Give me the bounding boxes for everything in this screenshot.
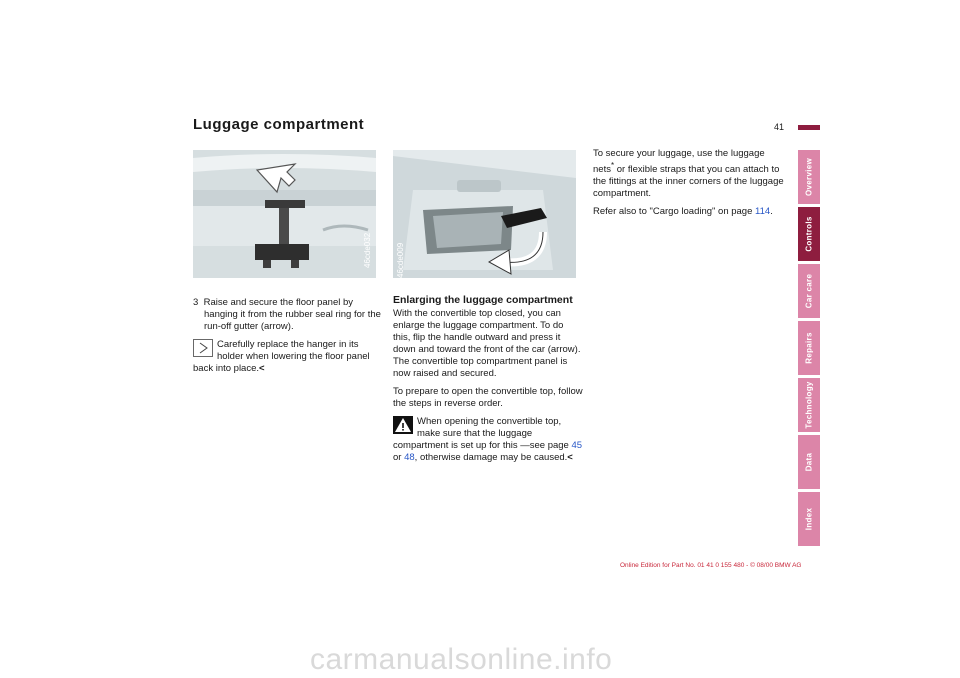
tab-car-care[interactable] <box>798 264 820 318</box>
section-tabs <box>798 150 820 549</box>
paragraph <box>593 148 785 200</box>
page-number-bar <box>798 125 820 130</box>
tab-label: Technology <box>804 381 814 429</box>
page-45-link[interactable]: 45 <box>571 440 583 451</box>
note-icon <box>193 339 213 357</box>
cargo-reference-end: . <box>770 206 773 218</box>
step-3 <box>193 297 381 333</box>
step-number: 3 <box>193 297 199 308</box>
convertible-top-panel-photo <box>393 150 576 278</box>
warning-text: When opening the convertible top, make sure that the luggage compartment is set up for this —see page <box>393 416 569 451</box>
floor-panel-photo <box>193 150 376 278</box>
warning-icon <box>393 416 413 434</box>
tab-data[interactable] <box>798 435 820 489</box>
column-3-text <box>593 148 785 224</box>
image-code: 46cde032 <box>363 232 372 268</box>
paragraph: To prepare to open the convertible top, follow the steps in reverse order. <box>393 386 583 409</box>
tab-controls[interactable] <box>798 207 820 261</box>
page-48-link[interactable]: 48 <box>404 452 415 463</box>
section-heading: Enlarging the luggage compartment <box>393 294 573 306</box>
page-number: 41 <box>774 122 785 132</box>
tab-label: Car care <box>804 273 814 309</box>
end-mark: < <box>259 363 265 374</box>
tab-repairs[interactable] <box>798 321 820 375</box>
tab-label: Data <box>804 452 814 472</box>
paragraph <box>593 206 785 218</box>
tab-label: Index <box>804 507 814 531</box>
warning-text-end: , otherwise damage may be caused. <box>414 452 568 463</box>
floor-panel-illustration <box>193 150 376 278</box>
footer-edition-text: Online Edition for Part No. 01 41 0 155 480 - © 08/00 BMW AG <box>620 562 802 569</box>
convertible-top-panel-illustration <box>393 150 576 278</box>
step-text: Raise and secure the floor panel by hanging it from the rubber seal ring for the run-off gutter (arrow). <box>203 297 381 332</box>
tab-index[interactable] <box>798 492 820 546</box>
cargo-reference-text: Refer also to "Cargo loading" on page <box>593 206 753 218</box>
page-title: Luggage compartment <box>193 116 365 133</box>
image-code: 46cde009 <box>396 242 405 278</box>
watermark: carmanualsonline.info <box>310 643 613 676</box>
paragraph: With the convertible top closed, you can enlarge the luggage compartment. To do this, flip the handle outward and press it down and toward the front of the car (arrow). The convertible top compartment panel is now raised and secured. <box>393 308 581 379</box>
tab-technology[interactable] <box>798 378 820 432</box>
end-mark: < <box>567 452 573 463</box>
tab-overview[interactable] <box>798 150 820 204</box>
luggage-nets-text: To secure your luggage, use the luggage nets <box>593 148 765 176</box>
optional-star: * <box>610 161 615 170</box>
warning-or: or <box>393 452 402 463</box>
tab-label: Repairs <box>804 332 814 364</box>
column-1-text <box>193 297 381 381</box>
luggage-nets-text-end: or flexible straps that you can attach to the fittings at the inner corners of the luggage compartment. <box>593 164 784 200</box>
tab-label: Overview <box>804 158 814 196</box>
note-text: Carefully replace the hanger in its holder when lowering the floor panel back into place. <box>193 339 370 374</box>
column-2-text <box>393 294 583 470</box>
warning-note <box>393 416 583 464</box>
hanger-note <box>193 339 381 375</box>
tab-label: Controls <box>804 216 814 252</box>
page-114-link[interactable]: 114 <box>755 206 771 218</box>
